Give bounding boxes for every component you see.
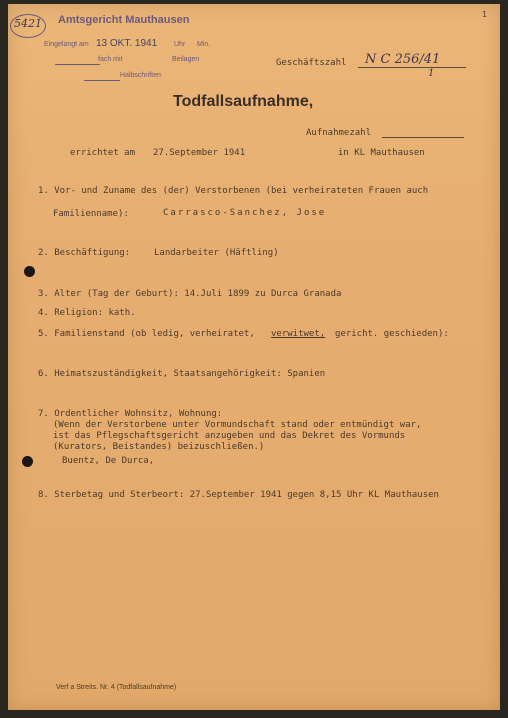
item-1-label: 1. Vor- und Zuname des (der) Verstorbenen (bei verheirateten Frauen auch [38, 186, 429, 196]
item-7-note-2: ist das Pflegschaftsgericht anzugeben und das Dekret des Vormunds [53, 431, 406, 441]
item-5-label-end: gericht. geschieden): [335, 329, 449, 339]
document-title: Todfallsaufnahme, [173, 93, 314, 110]
punch-hole [22, 456, 33, 467]
geschaeftszahl-label: Geschäftszahl [276, 58, 347, 68]
item-7-value: Buentz, De Durca, [62, 456, 155, 466]
item-2-value: Landarbeiter (Häftling) [154, 248, 279, 258]
errichtet-date: 27.September 1941 [153, 148, 246, 158]
stamp-fach: fach mit [98, 56, 123, 63]
geschaeftszahl-sub: 1 [428, 68, 435, 79]
stamp-halbschriften: Halbschriften [120, 72, 161, 79]
punch-hole [24, 266, 35, 277]
item-7-note-3: (Kurators, Beistandes) beizuschließen.) [53, 442, 265, 452]
item-7-note-1: (Wenn der Verstorbene unter Vormundschaft stand oder entmündigt war, [53, 420, 422, 430]
stamp-uhr: Uhr [174, 41, 186, 48]
geschaeftszahl-value: N C 256/41 [365, 52, 441, 67]
errichtet-label: errichtet am [70, 148, 136, 158]
stamp-received-label: Eingelangt am [44, 41, 89, 48]
item-5-label: 5. Familienstand (ob ledig, verheiratet, [38, 329, 255, 339]
handwritten-number: 5421 [14, 17, 42, 30]
item-5-selected: verwitwet, [271, 329, 326, 339]
stamp-min: Min. [197, 41, 211, 48]
stamp-date: 13 OKT. 1941 [96, 38, 158, 49]
item-1-label-cont: Familienname): [53, 209, 129, 219]
item-8: 8. Sterbetag und Sterbeort: 27.September 1941 gegen 8,15 Uhr KL Mauthausen [38, 490, 439, 500]
item-7-label: 7. Ordentlicher Wohnsitz, Wohnung: [38, 409, 223, 419]
aufnahmezahl-label: Aufnahmezahl [306, 128, 372, 138]
court-stamp-title: Amtsgericht Mauthausen [58, 14, 190, 26]
geschaeftszahl-line [358, 67, 466, 68]
page-number: 1 [482, 10, 487, 19]
aufnahmezahl-line [382, 137, 464, 138]
item-1-value: Carrasco-Sanchez, Jose [163, 208, 327, 218]
form-footer: Verf a Streits. Nr. 4 (Todfallsaufnahme) [56, 684, 177, 691]
errichtet-place: in KL Mauthausen [338, 148, 425, 158]
stamp-beilagen: Beilagen [172, 56, 200, 63]
item-3: 3. Alter (Tag der Geburt): 14.Juli 1899 zu Durca Granada [38, 289, 342, 299]
item-4: 4. Religion: kath. [38, 308, 136, 318]
stamp-line [84, 80, 120, 81]
item-2-label: 2. Beschäftigung: [38, 248, 131, 258]
stamp-line [55, 64, 100, 65]
item-6: 6. Heimatszuständigkeit, Staatsangehörigkeit: Spanien [38, 369, 326, 379]
